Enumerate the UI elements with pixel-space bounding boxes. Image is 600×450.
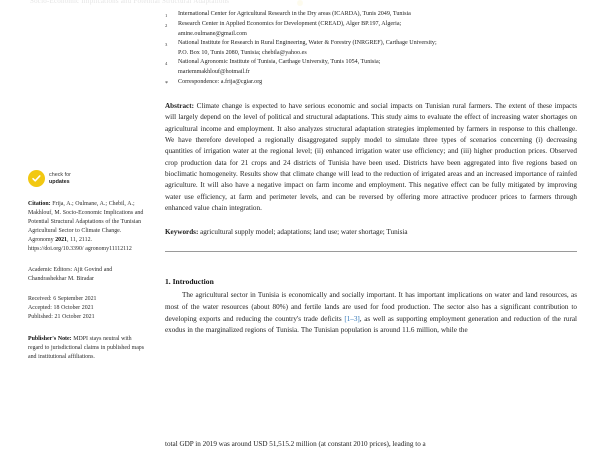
affiliation-marker: 3 (165, 41, 168, 47)
publisher-note-text: MDPI stays neutral with regard to jurisdictional claims in published maps and institutional affiliations. (28, 336, 145, 361)
publisher-note-label: Publisher's Note: (28, 336, 72, 343)
affiliation-line-1: National Agronomic Institute of Tunisia, Carthage University, Tunis 1054, Tunisia; (178, 59, 381, 66)
affiliation-line-1: Research Center in Applied Economics for Development (CREAD), Alger BP.197, Algeria; (178, 21, 402, 28)
correspondence-marker: * (165, 79, 169, 87)
date-published: Published: 21 October 2021 (28, 313, 95, 320)
clipped-bottom-line (165, 440, 577, 450)
citation-block (28, 200, 146, 255)
affiliation-text (178, 58, 577, 77)
affiliation-email[interactable]: mariemmakhlouf@hotmail.fr (178, 68, 250, 75)
check-for-updates-label (49, 172, 71, 185)
section-divider (165, 251, 577, 253)
affiliation-line-1: National Institute for Research in Rural Engineering, Water & Forestry (INRGREF), Carthage University; (178, 40, 437, 47)
intro-text-part-1: The agricultural sector in Tunisia is economically and socially important. It has important implications on water and land resources, as most of the water resources (about 80%) and fertile lands are used for food production. The sector also has a significant contribution to developing exports and reducing the country's trade deficits (165, 291, 577, 323)
affiliation-text (178, 39, 577, 58)
keywords-text: agricultural supply model; adaptations; land use; water shortage; Tunisia (198, 227, 408, 236)
affiliation-text (178, 20, 577, 39)
cut-off-running-header (0, 0, 600, 7)
date-accepted: Accepted: 18 October 2021 (28, 304, 94, 311)
academic-editors-block (28, 266, 146, 284)
academic-editors-label: Academic Editors: (28, 266, 73, 273)
affiliations-list (165, 10, 577, 88)
academic-editors-names: Ajit Govind and Chandrashekhar M. Biradar (28, 266, 113, 282)
abstract-label: Abstract: (165, 102, 194, 111)
citation-reference-link[interactable]: [1–3] (344, 314, 360, 323)
intro-text-part-2: , as well as supporting employment generation and reduction of the rural exodus in the marginalized regions of Tunisia. The Tunisian population is around 11.6 million, while the (165, 314, 577, 335)
keywords-label: Keywords: (165, 227, 199, 236)
cut-off-header-dot (297, 0, 303, 6)
affiliation-email[interactable]: amine.oulmane@gmail.com (178, 30, 247, 37)
introduction-paragraph (165, 290, 577, 336)
affiliation-item (165, 58, 577, 77)
article-sidebar (28, 170, 146, 373)
abstract-paragraph (165, 101, 577, 214)
badge-line-2: updates (49, 178, 70, 185)
clipped-line-text: total GDP in 2019 was around USD 51,515.2 million (at constant 2010 prices), leading to a (165, 440, 426, 448)
affiliation-item (165, 20, 577, 39)
citation-label: Citation: (28, 201, 51, 207)
publisher-note-block (28, 335, 146, 362)
affiliation-marker: 1 (165, 12, 168, 18)
date-received: Received: 6 September 2021 (28, 295, 97, 302)
check-circle-icon (28, 170, 45, 187)
affiliation-marker: 4 (165, 60, 168, 66)
affiliation-line-2[interactable]: P.O. Box 10, Tunis 2080, Tunisia; chebila@yahoo.es (178, 49, 307, 56)
article-main-column (165, 10, 577, 337)
affiliation-line-1: International Center for Agricultural Research in the Dry areas (ICARDA), Tunis 2049, Tunisia (178, 11, 411, 17)
affiliation-marker: 2 (165, 22, 168, 28)
affiliation-item (165, 39, 577, 58)
citation-doi[interactable]: , 11, 2112. https://doi.org/10.3390/ agronomy11112112 (28, 237, 132, 253)
abstract-text: Climate change is expected to have serious economic and social impacts on Tunisian rural farmers. The extent of these impacts will largely depend on the level of political and structural adaptations. This study aims to evaluate the effect of increasing water shortages on agricultural income and employment. It also analyzes structural adaptation strategies implemented by farmers in response to this challenge. We have therefore developed a regionally disaggregated supply model to simulate three types of scenarios concerning (i) decreasing quantities of irrigation water at the regional level; (ii) enhanced irrigation water use efficiency; and (iii) higher production prices. Observed crop production data for 21 crops and 24 districts of Tunisia have been used. Districts have been aggregated into five regions based on bioclimatic homogeneity. Results show that climate change will lead to the reduction of irrigated areas and an increased importance of rainfed agriculture. It will also have a negative impact on farm income and employment. This negative effect can be fully mitigated by improving water use efficiency, at farm and perimeter levels, and can be reversed by offering more attractive producer prices to farmers through enhanced value chain integration. (165, 102, 577, 213)
cut-off-header-text: Socio-Economic Implications and Potential Structural Adaptations (30, 0, 230, 5)
affiliation-item (165, 10, 577, 20)
keywords-line (165, 227, 577, 238)
citation-text: Frija, A.; Oulmane, A.; Chebil, A.; Makhlouf, M. Socio-Economic Implications and Potential Structural Adaptations of the Tunisian Agricultural Sector to Climate Change. Agronomy (28, 201, 144, 244)
citation-year: 2021 (55, 237, 67, 244)
correspondence-text[interactable]: Correspondence: a.frija@cgiar.org (178, 78, 263, 85)
affiliation-text (178, 10, 577, 20)
badge-line-1: check for (49, 171, 71, 178)
check-for-updates-badge[interactable] (28, 170, 146, 187)
introduction-heading: 1. Introduction (165, 277, 214, 287)
correspondence-item (165, 78, 577, 88)
article-dates-block (28, 295, 146, 322)
